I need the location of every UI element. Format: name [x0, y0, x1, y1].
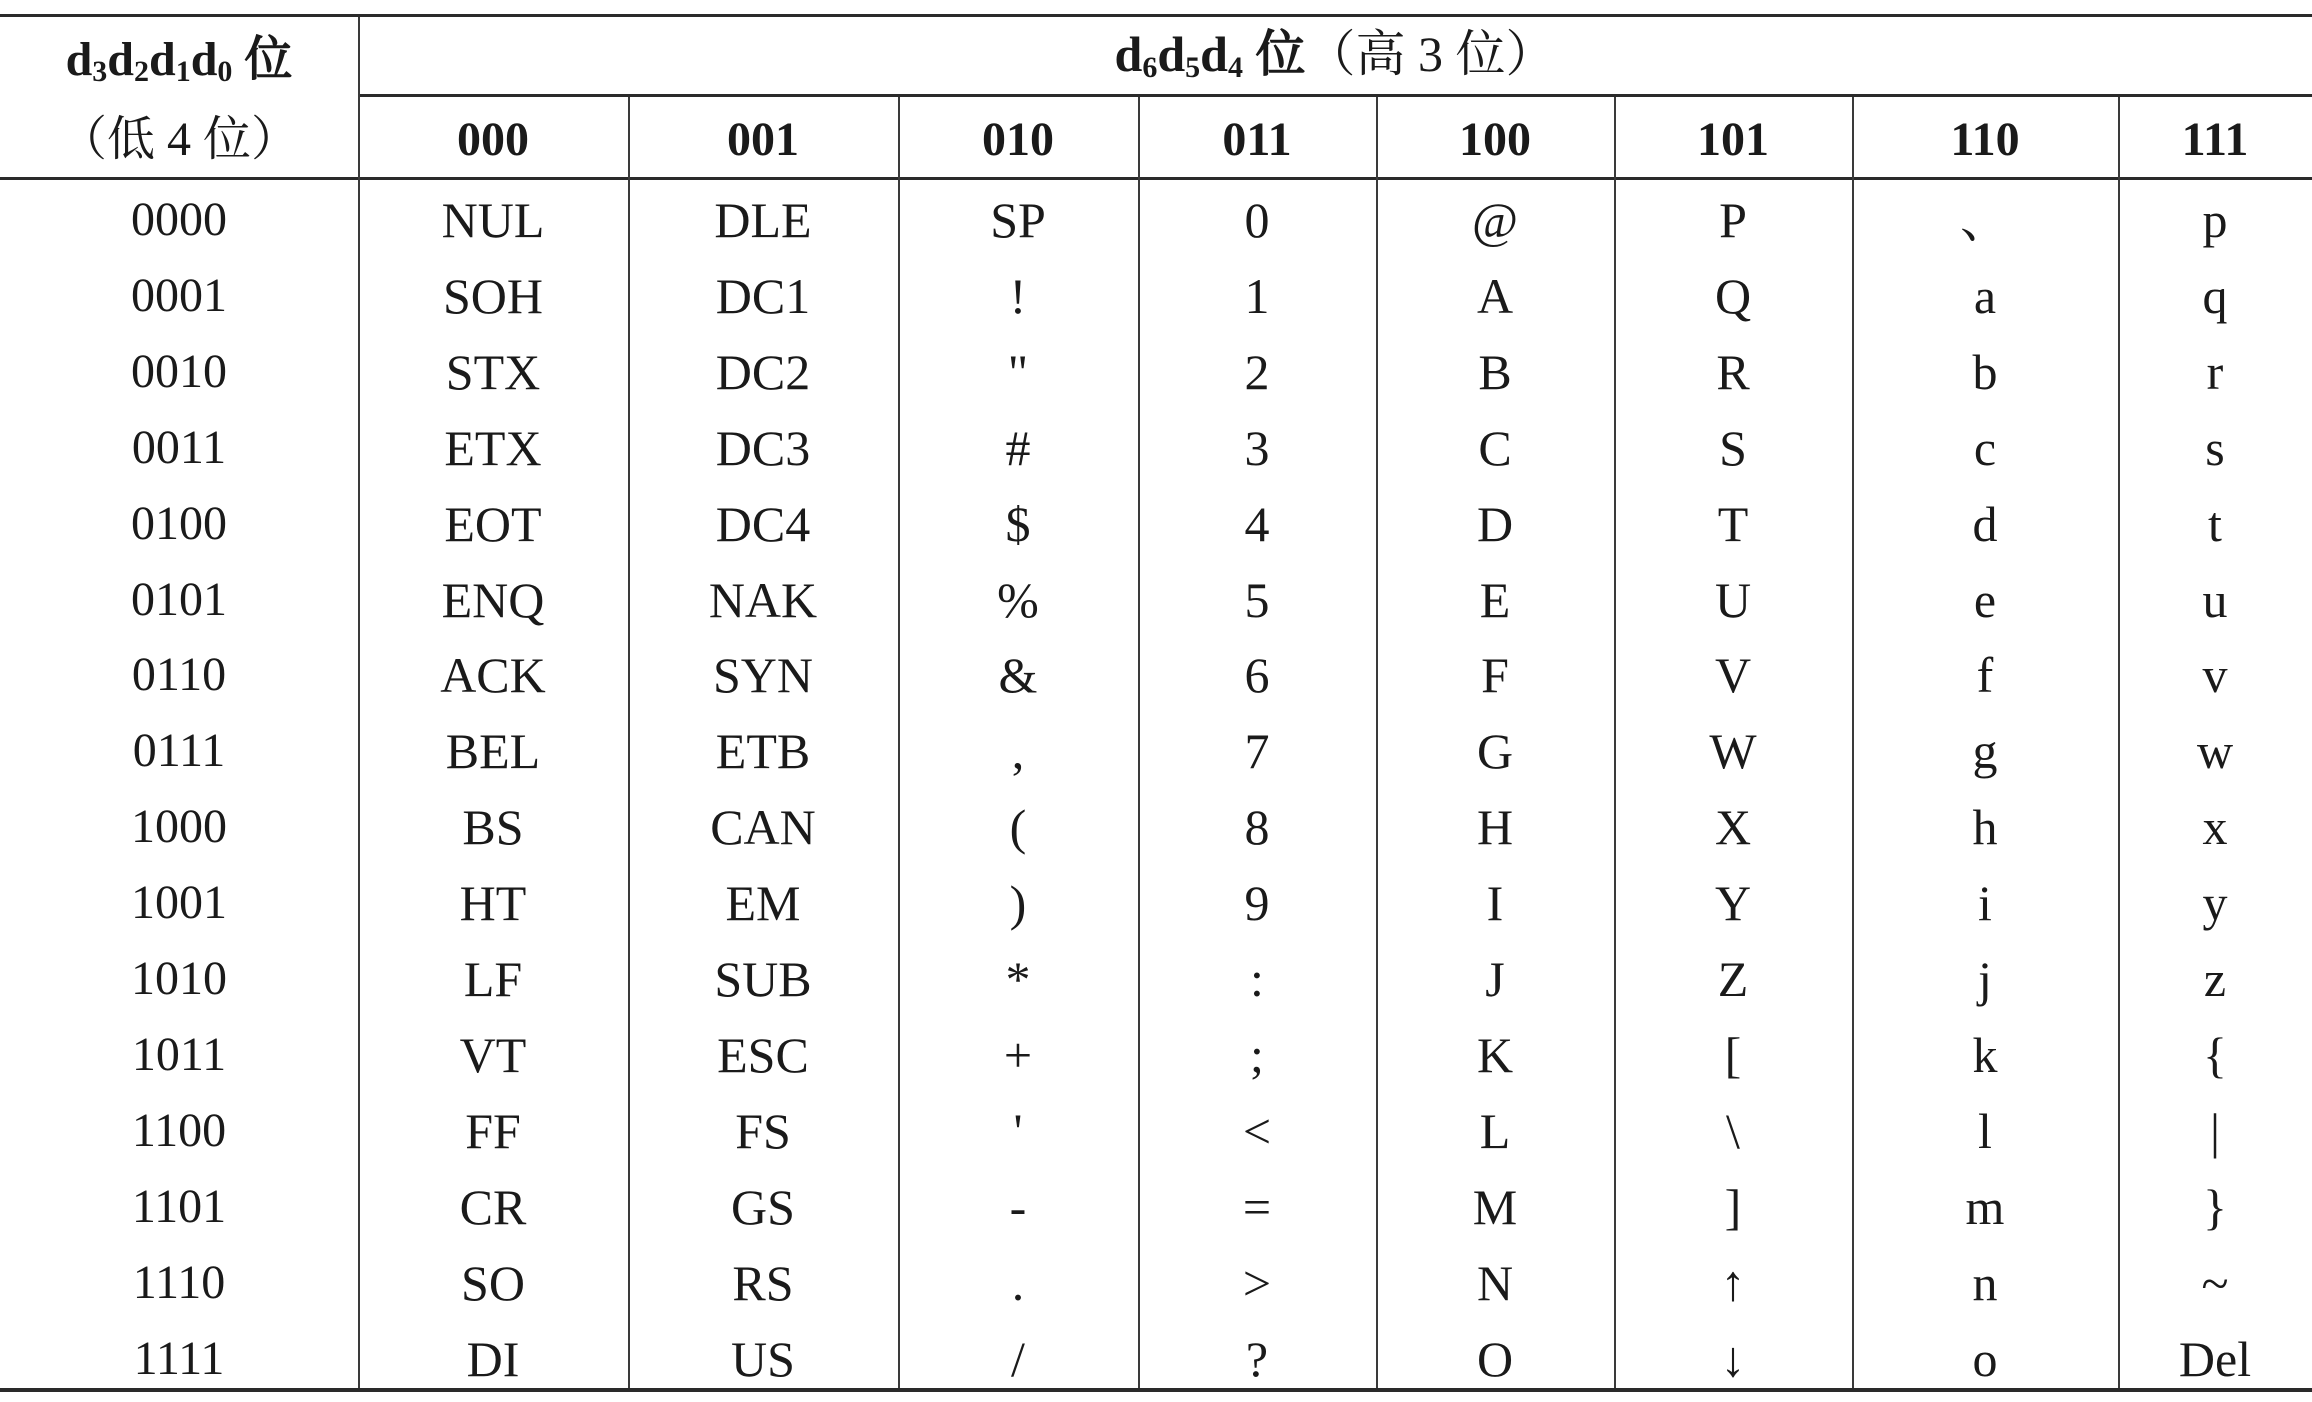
table-cell: B [1478, 344, 1512, 400]
table-cell: DC2 [715, 344, 811, 400]
table-cell: Del [2178, 1331, 2252, 1387]
table-cell: ETX [444, 420, 542, 476]
table-cell: ) [1009, 875, 1027, 931]
table-cell: S [1719, 420, 1747, 476]
table-cell: u [2202, 572, 2228, 628]
table-cell: % [997, 572, 1039, 628]
column-header: 010 [982, 113, 1054, 166]
table-cell: C [1478, 420, 1512, 476]
table-cell: RS [732, 1255, 794, 1311]
table-cell: $ [1005, 496, 1031, 552]
table-cell: [ [1724, 1027, 1742, 1083]
low-bits-header: $d_3d_2d_1d_0$ 位 [65, 33, 293, 88]
table-cell: ~ [2201, 1255, 2229, 1311]
table-cell: ACK [440, 647, 546, 703]
table-cell: ? [1245, 1331, 1269, 1387]
table-cell: 5 [1244, 572, 1270, 628]
column-header: 011 [1222, 113, 1292, 166]
row-label: 1011 [131, 1028, 227, 1081]
table-cell: DI [466, 1331, 520, 1387]
table-cell: x [2202, 799, 2228, 855]
table-cell: F [1481, 647, 1509, 703]
table-cell: SOH [442, 268, 544, 324]
table-cell: Y [1714, 875, 1752, 931]
row-label: 0001 [131, 269, 227, 322]
table-cell: SYN [712, 647, 814, 703]
table-cell: m [1965, 1179, 2005, 1235]
table-cell: X [1714, 799, 1752, 855]
table-cell: g [1972, 723, 1998, 779]
table-cell: @ [1471, 192, 1519, 248]
table-cell: M [1472, 1179, 1518, 1235]
high-bits-header: $d_6d_5d_4$ 位（高 3 位） [1114, 26, 1556, 84]
table-cell: b [1972, 344, 1998, 400]
table-cell: 1 [1244, 268, 1270, 324]
column-header: 001 [727, 113, 799, 166]
table-cell: J [1485, 951, 1505, 1007]
table-cell: HT [459, 875, 527, 931]
table-cell: e [1973, 572, 1997, 628]
table-cell: p [2202, 192, 2228, 248]
high-header-rule [358, 94, 2312, 97]
table-cell: ESC [717, 1027, 809, 1083]
table-cell: ( [1009, 799, 1027, 855]
table-cell: SO [461, 1255, 525, 1311]
table-cell: ! [1009, 268, 1027, 324]
table-cell: \ [1726, 1103, 1740, 1159]
table-cell: NUL [441, 192, 545, 248]
table-cell: K [1476, 1027, 1514, 1083]
table-cell: n [1972, 1255, 1998, 1311]
table-cell: t [2208, 496, 2222, 552]
column-header: 110 [1950, 113, 2020, 166]
table-cell: 9 [1244, 875, 1270, 931]
row-label: 1000 [131, 800, 227, 853]
table-cell: w [2196, 723, 2234, 779]
table-cell: 6 [1244, 647, 1270, 703]
table-cell: Q [1714, 268, 1752, 324]
row-label: 1111 [133, 1332, 225, 1385]
table-cell: : [1250, 951, 1264, 1007]
table-cell: EM [725, 875, 801, 931]
table-cell: ETB [715, 723, 811, 779]
table-cell: V [1714, 647, 1752, 703]
table-cell: US [731, 1331, 795, 1387]
table-cell: I [1486, 875, 1504, 931]
table-cell: VT [459, 1027, 527, 1083]
table-cell: H [1476, 799, 1514, 855]
table-cell: 、 [1960, 192, 2010, 248]
table-cell: U [1714, 572, 1752, 628]
table-cell: ENQ [441, 572, 545, 628]
table-cell: r [2206, 344, 2224, 400]
row-label: 0000 [131, 193, 227, 246]
table-cell: v [2202, 647, 2228, 703]
table-cell: SP [990, 192, 1046, 248]
table-cell: 2 [1244, 344, 1270, 400]
table-cell: # [1005, 420, 1031, 476]
row-label: 0111 [132, 724, 226, 777]
table-cell: Z [1717, 951, 1749, 1007]
table-cell: W [1709, 723, 1757, 779]
table-cell: O [1476, 1331, 1514, 1387]
row-label: 1010 [131, 952, 227, 1005]
row-label: 1101 [131, 1180, 227, 1233]
table-cell: + [1003, 1027, 1033, 1083]
table-cell: P [1719, 192, 1747, 248]
row-label: 0100 [131, 497, 227, 550]
table-cell: j [1978, 951, 1992, 1007]
table-cell: * [1005, 951, 1031, 1007]
column-header: 000 [457, 113, 529, 166]
table-cell: < [1242, 1103, 1272, 1159]
row-label: 1001 [131, 876, 227, 929]
table-cell: / [1011, 1331, 1025, 1387]
table-cell: k [1972, 1027, 1998, 1083]
table-cell: o [1972, 1331, 1998, 1387]
table-cell: BEL [445, 723, 541, 779]
table-cell: " [1007, 344, 1029, 400]
column-header: 101 [1697, 113, 1769, 166]
table-cell: f [1976, 647, 1994, 703]
low-bits-subheader: （低 4 位） [58, 113, 299, 166]
table-cell: L [1479, 1103, 1511, 1159]
table-cell: h [1972, 799, 1998, 855]
table-cell: NAK [708, 572, 818, 628]
table-cell: ] [1724, 1179, 1742, 1235]
table-cell: i [1978, 875, 1992, 931]
table-cell: LF [463, 951, 523, 1007]
table-cell: 8 [1244, 799, 1270, 855]
row-label: 0101 [131, 573, 227, 626]
table-cell: E [1479, 572, 1511, 628]
table-cell: a [1973, 268, 1997, 324]
table-cell: CR [459, 1179, 527, 1235]
table-cell: T [1717, 496, 1749, 552]
table-cell: DC4 [715, 496, 811, 552]
column-header: 100 [1459, 113, 1531, 166]
table-cell: , [1011, 723, 1025, 779]
table-cell: A [1476, 268, 1514, 324]
table-cell: > [1242, 1255, 1272, 1311]
table-cell: FF [465, 1103, 521, 1159]
table-cell: & [998, 647, 1038, 703]
table-cell: } [2203, 1179, 2227, 1235]
table-cell: FS [735, 1103, 791, 1159]
table-cell: 3 [1244, 420, 1270, 476]
table-cell: d [1972, 496, 1998, 552]
row-label: 0010 [131, 345, 227, 398]
table-cell: y [2202, 875, 2228, 931]
table-cell: SUB [714, 951, 812, 1007]
table-cell: DLE [714, 192, 812, 248]
table-cell: s [2205, 420, 2225, 476]
table-cell: = [1242, 1179, 1272, 1235]
row-label: 1100 [131, 1104, 227, 1157]
table-cell: ↓ [1720, 1331, 1746, 1387]
column-header: 111 [2181, 113, 2249, 166]
table-cell: STX [445, 344, 541, 400]
table-cell: ↑ [1720, 1255, 1746, 1311]
table-cell: DC3 [715, 420, 811, 476]
table-cell: EOT [444, 496, 542, 552]
table-cell: q [2202, 268, 2228, 324]
table-cell: 4 [1244, 496, 1270, 552]
table-cell: ; [1250, 1027, 1264, 1083]
table-cell: . [1011, 1255, 1025, 1311]
table-cell: { [2203, 1027, 2227, 1083]
table-cell: c [1973, 420, 1997, 476]
table-cell: z [2203, 951, 2227, 1007]
table-cell: 0 [1244, 192, 1270, 248]
table-cell: - [1009, 1179, 1027, 1235]
table-cell: | [2209, 1103, 2220, 1159]
table-cell: CAN [710, 799, 816, 855]
table-cell: R [1716, 344, 1750, 400]
table-cell: 7 [1244, 723, 1270, 779]
row-label: 1110 [132, 1256, 226, 1309]
row-label: 0110 [131, 648, 227, 701]
table-cell: GS [731, 1179, 795, 1235]
table-cell: DC1 [715, 268, 811, 324]
table-cell: N [1476, 1255, 1514, 1311]
table-cell: D [1476, 496, 1514, 552]
table-cell: ' [1013, 1103, 1023, 1159]
row-label: 0011 [131, 421, 227, 474]
table-cell: l [1978, 1103, 1992, 1159]
table-cell: G [1476, 723, 1514, 779]
table-cell: BS [462, 799, 524, 855]
